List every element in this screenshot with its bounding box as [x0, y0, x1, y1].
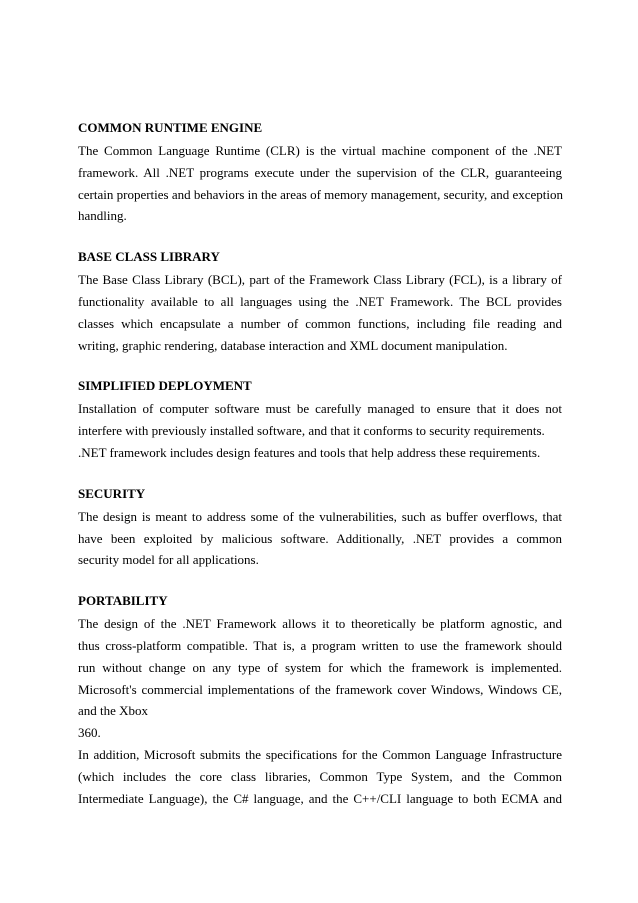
- section-portability: [78, 593, 562, 809]
- paragraph-line: 360.: [78, 725, 101, 741]
- paragraph-line: Microsoft's commercial implementations of the framework cover Windows, Windows CE,: [78, 681, 562, 697]
- section-base-class-library: [78, 249, 562, 356]
- section-heading: BASE CLASS LIBRARY: [78, 249, 220, 265]
- section-paragraph: [78, 140, 562, 227]
- section-paragraph: [78, 506, 562, 571]
- paragraph-line: functionality available to all languages using the .NET Framework. The BCL provides: [78, 293, 562, 309]
- paragraph-line: writing, graphic rendering, database interaction and XML document manipulation.: [78, 337, 508, 353]
- paragraph-line: handling.: [78, 208, 127, 224]
- paragraph-line: The Common Language Runtime (CLR) is the virtual machine component of the .NET: [78, 143, 562, 158]
- paragraph-line: framework. All .NET programs execute under the supervision of the CLR, guaranteeing: [78, 164, 562, 180]
- paragraph-line: interfere with previously installed software, and that it conforms to security requirements.: [78, 423, 545, 439]
- section-paragraph: [78, 613, 562, 809]
- paragraph-line: The Base Class Library (BCL), part of the Framework Class Library (FCL), is a library of: [78, 272, 562, 288]
- paragraph-line: and the Xbox: [78, 703, 149, 719]
- paragraph-line: .NET framework includes design features and tools that help address these requirements.: [78, 444, 541, 460]
- section-heading: COMMON RUNTIME ENGINE: [78, 120, 263, 135]
- section-heading: PORTABILITY: [78, 593, 168, 609]
- paragraph-line: classes which encapsulate a number of common functions, including file reading and: [78, 315, 562, 331]
- paragraph-line: Installation of computer software must be carefully managed to ensure that it does not: [78, 401, 562, 417]
- document-page: [78, 120, 562, 831]
- paragraph-line: have been exploited by malicious software. Additionally, .NET provides a common: [78, 530, 562, 546]
- section-heading: SECURITY: [78, 485, 146, 501]
- paragraph-line: In addition, Microsoft submits the specifications for the Common Language Infrastructure: [78, 746, 562, 762]
- paragraph-line: certain properties and behaviors in the areas of memory management, security, and exception: [78, 186, 564, 202]
- section-simplified-deployment: [78, 378, 562, 463]
- paragraph-line: The design of the .NET Framework allows it to theoretically be platform agnostic, and: [78, 616, 562, 632]
- section-common-runtime-engine: [78, 120, 562, 227]
- section-paragraph: [78, 398, 562, 463]
- section-security: [78, 486, 562, 571]
- section-heading: SIMPLIFIED DEPLOYMENT: [78, 378, 252, 394]
- paragraph-line: security model for all applications.: [78, 552, 259, 568]
- section-paragraph: [78, 269, 562, 356]
- paragraph-line: run without change on any type of system for which the framework is implemented.: [78, 659, 562, 675]
- paragraph-line: The design is meant to address some of the vulnerabilities, such as buffer overflows, that: [78, 508, 562, 524]
- paragraph-line: Intermediate Language), the C# language, and the C++/CLI language to both ECMA and: [78, 790, 562, 806]
- paragraph-line: (which includes the core class libraries, Common Type System, and the Common: [78, 768, 562, 784]
- paragraph-line: thus cross-platform compatible. That is, a program written to use the framework should: [78, 637, 562, 653]
